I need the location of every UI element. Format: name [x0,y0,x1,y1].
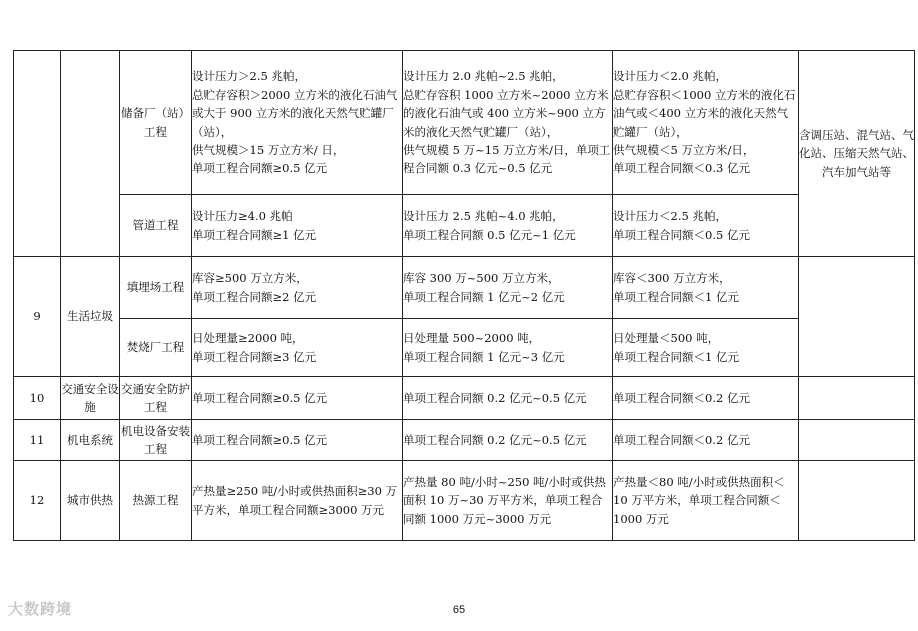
row-number-cell: 10 [14,377,61,420]
table-row [14,461,915,541]
grade-3-cell: 单项工程合同额＜0.2 亿元 [613,377,799,420]
subcategory-cell: 交通安全防护工程 [120,377,192,420]
grade-1-cell: 日处理量≥2000 吨， 单项工程合同额≥3 亿元 [192,319,403,377]
subcategory-cell: 热源工程 [120,461,192,541]
remark-cell [799,420,915,461]
grade-3-cell: 单项工程合同额＜0.2 亿元 [613,420,799,461]
subcategory-cell: 储备厂（站）工程 [120,51,192,195]
table-row [14,257,915,319]
grade-2-cell: 单项工程合同额 0.2 亿元~0.5 亿元 [403,420,613,461]
grade-1-cell: 单项工程合同额≥0.5 亿元 [192,377,403,420]
grade-2-cell: 库容 300 万~500 万立方米， 单项工程合同额 1 亿元~2 亿元 [403,257,613,319]
grade-1-cell: 产热量≥250 吨/小时或供热面积≥30 万平方米，单项工程合同额≥3000 万元 [192,461,403,541]
grade-3-cell: 设计压力＜2.0 兆帕， 总贮存容积＜1000 立方米的液化石油气或＜400 立方米的液化天然气贮罐厂（站）， 供气规模＜5 万立方米/日， 单项工程合同额＜0.3 亿元 [613,51,799,195]
subcategory-cell: 管道工程 [120,195,192,257]
grade-3-cell: 设计压力＜2.5 兆帕， 单项工程合同额＜0.5 亿元 [613,195,799,257]
subcategory-cell: 焚烧厂工程 [120,319,192,377]
remark-cell [799,257,915,377]
category-cell [61,51,120,257]
grade-1-cell: 设计压力＞2.5 兆帕， 总贮存容积＞2000 立方米的液化石油气或大于 900 立方米的液化天然气贮罐厂（站）， 供气规模＞15 万立方米/ 日， 单项工程合同额≥0.5 亿元 [192,51,403,195]
grade-2-cell: 设计压力 2.0 兆帕~2.5 兆帕， 总贮存容积 1000 立方米~2000 立方米的液化石油气或 400 立方米~900 立方米的液化天然气贮罐厂（站）， 供气规模 5 万~15 万立方米/日，单项工程合同额 0.3 亿元~0.5 亿元 [403,51,613,195]
table-row [14,195,915,257]
table-row [14,51,915,195]
subcategory-cell: 机电设备安装工程 [120,420,192,461]
subcategory-cell: 填埋场工程 [120,257,192,319]
watermark-logo: 大数跨境 [8,601,73,618]
table-row [14,319,915,377]
category-cell: 生活垃圾 [61,257,120,377]
table-row [14,377,915,420]
grade-1-cell: 库容≥500 万立方米， 单项工程合同额≥2 亿元 [192,257,403,319]
grade-2-cell: 设计压力 2.5 兆帕~4.0 兆帕， 单项工程合同额 0.5 亿元~1 亿元 [403,195,613,257]
remark-cell: 含调压站、混气站、气化站、压缩天然气站、汽车加气站等 [799,51,915,257]
grade-2-cell: 产热量 80 吨/小时~250 吨/小时或供热面积 10 万~30 万平方米，单项工程合同额 1000 万元~3000 万元 [403,461,613,541]
category-cell: 机电系统 [61,420,120,461]
row-number-cell: 9 [14,257,61,377]
grade-3-cell: 日处理量＜500 吨， 单项工程合同额＜1 亿元 [613,319,799,377]
row-number-cell: 12 [14,461,61,541]
grade-2-cell: 日处理量 500~2000 吨， 单项工程合同额 1 亿元~3 亿元 [403,319,613,377]
row-number-cell [14,51,61,257]
grade-2-cell: 单项工程合同额 0.2 亿元~0.5 亿元 [403,377,613,420]
row-number-cell: 11 [14,420,61,461]
grade-3-cell: 库容＜300 万立方米， 单项工程合同额＜1 亿元 [613,257,799,319]
category-cell: 交通安全设施 [61,377,120,420]
grade-1-cell: 单项工程合同额≥0.5 亿元 [192,420,403,461]
remark-cell [799,377,915,420]
qualification-table [13,50,915,541]
page-number: 65 [452,604,466,616]
grade-3-cell: 产热量＜80 吨/小时或供热面积＜10 万平方米，单项工程合同额＜1000 万元 [613,461,799,541]
table-row [14,420,915,461]
grade-1-cell: 设计压力≥4.0 兆帕 单项工程合同额≥1 亿元 [192,195,403,257]
remark-cell [799,461,915,541]
category-cell: 城市供热 [61,461,120,541]
